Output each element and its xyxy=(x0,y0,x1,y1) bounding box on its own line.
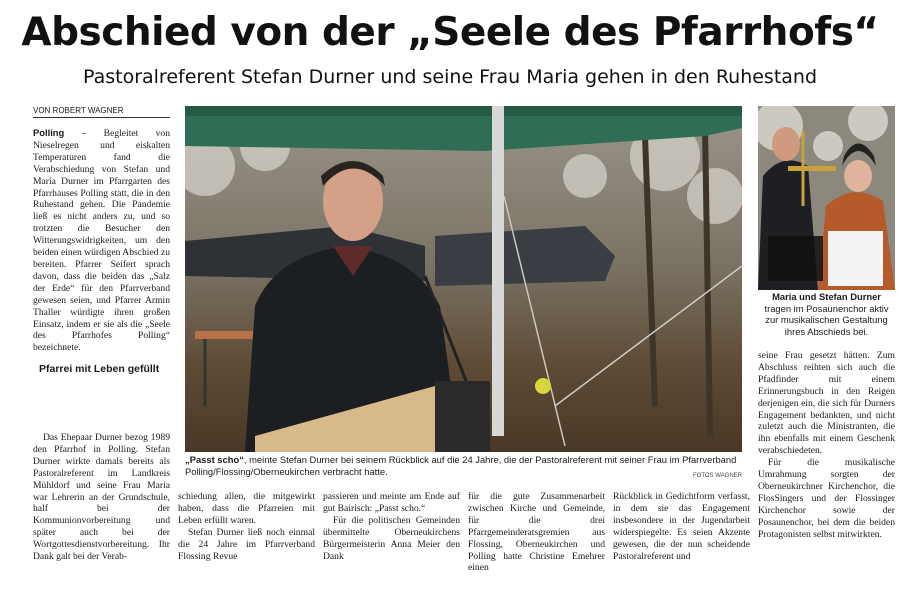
article-column-4 xyxy=(468,491,605,574)
article-paragraph: Für die politischen Gemeinden übermittelte Oberneukirchens Bürgermeisterin Anna Meier den Dank xyxy=(323,514,460,562)
article-column-5 xyxy=(613,491,750,562)
subheadline: Pastoralreferent Stefan Durner und seine Frau Maria gehen in den Ruhestand xyxy=(82,66,818,88)
article-paragraph: Stefan Durner ließ noch einmal die 24 Jahre im Pfarrverband Flossing Revue xyxy=(178,526,315,562)
side-photo-illustration xyxy=(758,106,895,290)
main-photo xyxy=(185,106,742,452)
article-column-6 xyxy=(758,350,895,541)
article-column-2 xyxy=(178,491,315,562)
byline: VON ROBERT WAGNER xyxy=(33,106,170,118)
photo-credit: FOTOS WAGNER xyxy=(692,473,742,479)
article-paragraph: schiedung allen, die mitgewirkt haben, dass die Pfarreien mit Leben erfüllt waren. xyxy=(178,491,315,526)
section-subtitle: Pfarrei mit Leben gefüllt xyxy=(39,363,160,376)
main-photo-illustration xyxy=(185,106,742,452)
caption-lead: Maria und Stefan Durner xyxy=(772,291,881,302)
caption-text: , meinte Stefan Durner bei seinem Rückblick auf die 24 Jahre, die der Pastoralreferent mit seiner Frau im Pfarrverband Polling/Flossing/Oberneukirchen verbracht hatte. xyxy=(185,454,737,477)
article-column-3 xyxy=(323,491,460,562)
article-paragraph: Für die musikalische Umrahmung sorgten der Oberneukirchner Kirchenchor, die FlosSingers und der Flossinger Kirchenchor sowie der Posaunenchor, bei dem die beiden Protagonisten selbst mitwirkten. xyxy=(758,457,895,540)
main-photo-caption xyxy=(185,454,742,477)
headline: Abschied von der „Seele des Pfarrhofs“ xyxy=(21,10,879,55)
article-column-1-continued xyxy=(33,432,170,563)
caption-lead: „Passt scho“ xyxy=(185,454,244,465)
article-intro-text: – Begleitet von Nieselregen und eiskalten Temperaturen fand die Verabschiedung von Stefan und Maria Durner im Pfarrgarten des Pfarrhauses Polling statt, die in den Ruhestand gehen. Die Pandemie ließ es nicht anders zu, und so trotzten die Besucher den Witterungswidrigkeiten, um den beiden einen würdigen Abschied zu bereiten. Pfarrer Seifert sprach davon, dass die beiden das „Salz der Erde“ für den Pfarrverband gewesen seien, und Pfarrer Armin Thaller würdigte ihren großen Einsatz, indem er sie als die „Seele des Pfarrhofes Polling“ bezeichnete. xyxy=(33,128,170,354)
side-photo-caption xyxy=(758,291,895,337)
article-paragraph: Rückblick in Gedichtform verfasst, in dem sie das Engagement insbesondere in der Jugendarbeit widerspiegelte. Es seien Akzente gewesen, die der nun scheidende Pastoralreferent und xyxy=(613,491,750,562)
article-paragraph: für die gute Zusammenarbeit zwischen Kirche und Gemeinde, für die drei Pfarrgemeinderatsgremien aus Flossing, Oberneukirchen und Polling hatte Christine Emehrer einen xyxy=(468,491,605,574)
dateline-place: Polling xyxy=(33,127,65,138)
caption-text: tragen im Posaunenchor aktiv zur musikalischen Gestaltung ihres Abschieds bei. xyxy=(764,302,889,337)
side-photo xyxy=(758,106,895,290)
article-paragraph: passieren und meinte am Ende auf gut Bairisch: „Passt scho.“ xyxy=(323,491,460,514)
article-paragraph: Das Ehepaar Durner bezog 1989 den Pfarrhof in Polling. Stefan Durner wirkte damals bereits als Pastoralreferent im Landkreis Mühldorf und seine Frau Maria war Lehrerin an der Grundschule, half bei der Kommunionvorbereitung und später auch bei der Wortgottesdienstvorbereitung. Ihr Dank galt bei der Verab- xyxy=(33,432,170,563)
article-column-1 xyxy=(33,127,170,384)
article-paragraph: seine Frau gesetzt hätten. Zum Abschluss reihten sich auch die Pfadfinder mit einem Erinnerungsbuch in den Reigen derjenigen ein, die sich für Durners Engagement bedankten, und nicht zuletzt auch die Ministranten, die ihn ebenfalls mit einem Geschenk verabschiedeten. xyxy=(758,350,895,457)
